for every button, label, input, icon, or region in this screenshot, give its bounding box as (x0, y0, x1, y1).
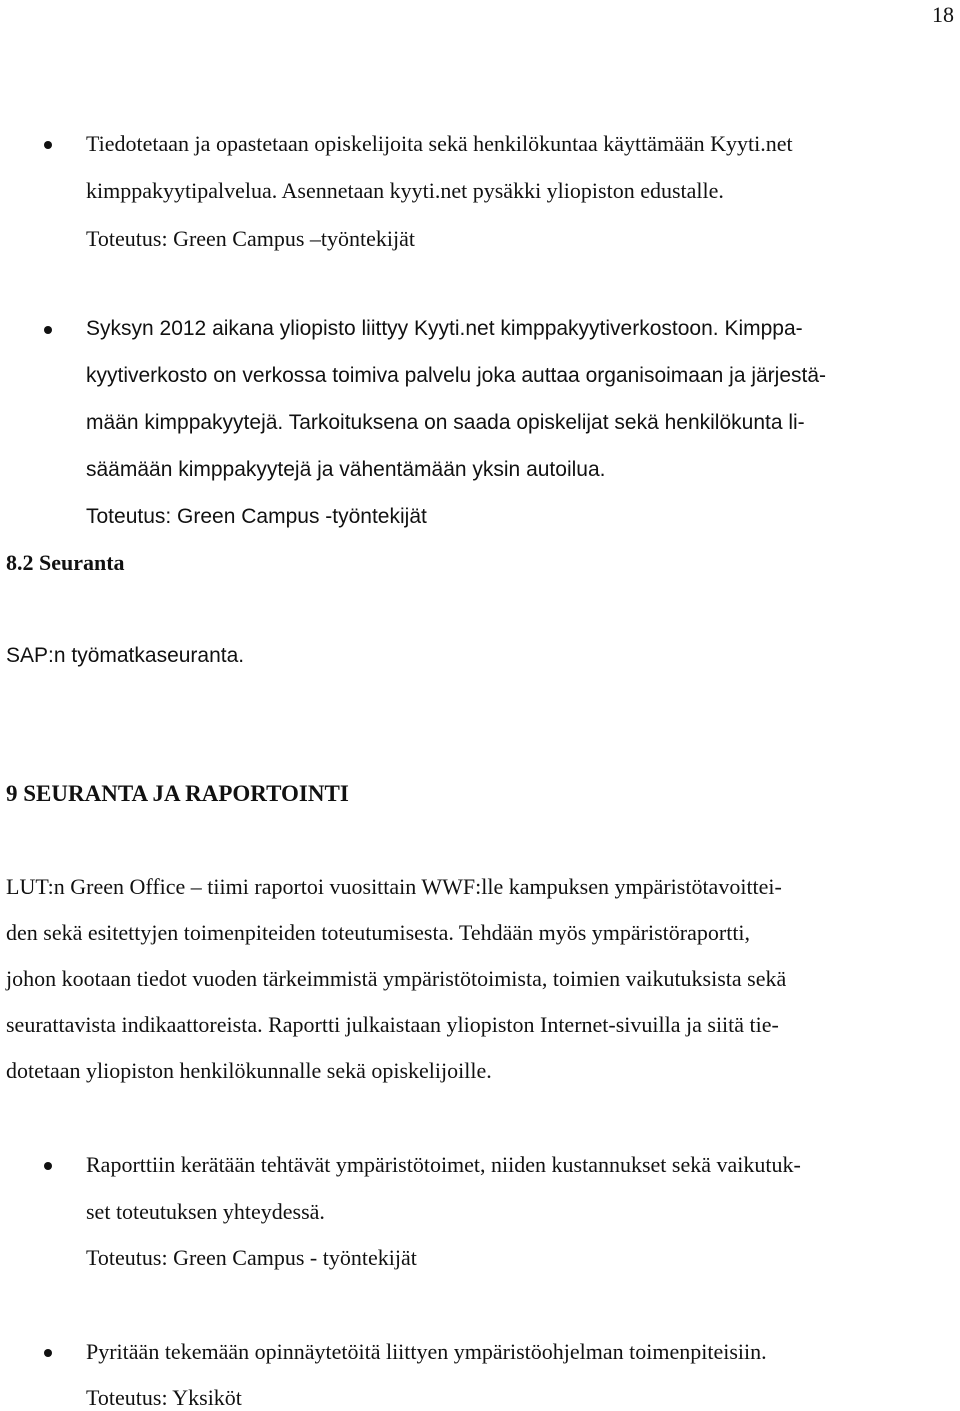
bullet-marker (44, 1349, 52, 1357)
section-8-2-text: SAP:n työmatkaseuranta. (6, 644, 245, 667)
bullet-2-line-5: Toteutus: Green Campus -työntekijät (86, 505, 427, 528)
bullet-3-line-1: Raporttiin kerätään tehtävät ympäristötoimet, niiden kustannukset sekä vaikutuk- (86, 1152, 801, 1177)
paragraph-line: johon kootaan tiedot vuoden tärkeimmistä ympäristötoimista, toimien vaikutuksista sekä (6, 966, 787, 991)
bullet-4-line-1: Pyritään tekemään opinnäytetöitä liittyen ympäristöohjelman toimenpiteisiin. (86, 1339, 767, 1364)
bullet-2-line-4: säämään kimppakyytejä ja vähentämään yksin autoilua. (86, 458, 606, 481)
bullet-1-line-1: Tiedotetaan ja opastetaan opiskelijoita sekä henkilökuntaa käyttämään Kyyti.net (86, 131, 793, 156)
bullet-2-line-1: Syksyn 2012 aikana yliopisto liittyy Kyyti.net kimppakyytiverkostoon. Kimppa- (86, 317, 803, 340)
bullet-2-line-3: mään kimppakyytejä. Tarkoituksena on saada opiskelijat sekä henkilökunta li- (86, 411, 805, 434)
page-number: 18 (932, 2, 954, 27)
bullet-marker (44, 1162, 52, 1170)
bullet-4-line-2: Toteutus: Yksiköt (86, 1385, 242, 1410)
section-heading-9: 9 SEURANTA JA RAPORTOINTI (6, 781, 349, 806)
paragraph-line: dotetaan yliopiston henkilökunnalle sekä opiskelijoille. (6, 1058, 492, 1083)
paragraph-line: seurattavista indikaattoreista. Raportti julkaistaan yliopiston Internet-sivuilla ja siitä tie- (6, 1012, 779, 1037)
bullet-1-line-2: kimppakyytipalvelua. Asennetaan kyyti.net pysäkki yliopiston edustalle. (86, 178, 724, 203)
section-heading-8-2: 8.2 Seuranta (6, 550, 125, 575)
bullet-3-line-2: set toteutuksen yhteydessä. (86, 1199, 325, 1224)
paragraph-line: LUT:n Green Office – tiimi raportoi vuosittain WWF:lle kampuksen ympäristötavoittei- (6, 874, 782, 899)
paragraph-line: den sekä esitettyjen toimenpiteiden toteutumisesta. Tehdään myös ympäristöraportti, (6, 920, 751, 945)
bullet-marker (44, 141, 52, 149)
bullet-2-line-2: kyytiverkosto on verkossa toimiva palvelu joka auttaa organisoimaan ja järjestä- (86, 364, 827, 387)
bullet-3-line-3: Toteutus: Green Campus - työntekijät (86, 1245, 417, 1270)
bullet-1-line-3: Toteutus: Green Campus –työntekijät (86, 226, 416, 251)
bullet-marker (44, 326, 52, 334)
